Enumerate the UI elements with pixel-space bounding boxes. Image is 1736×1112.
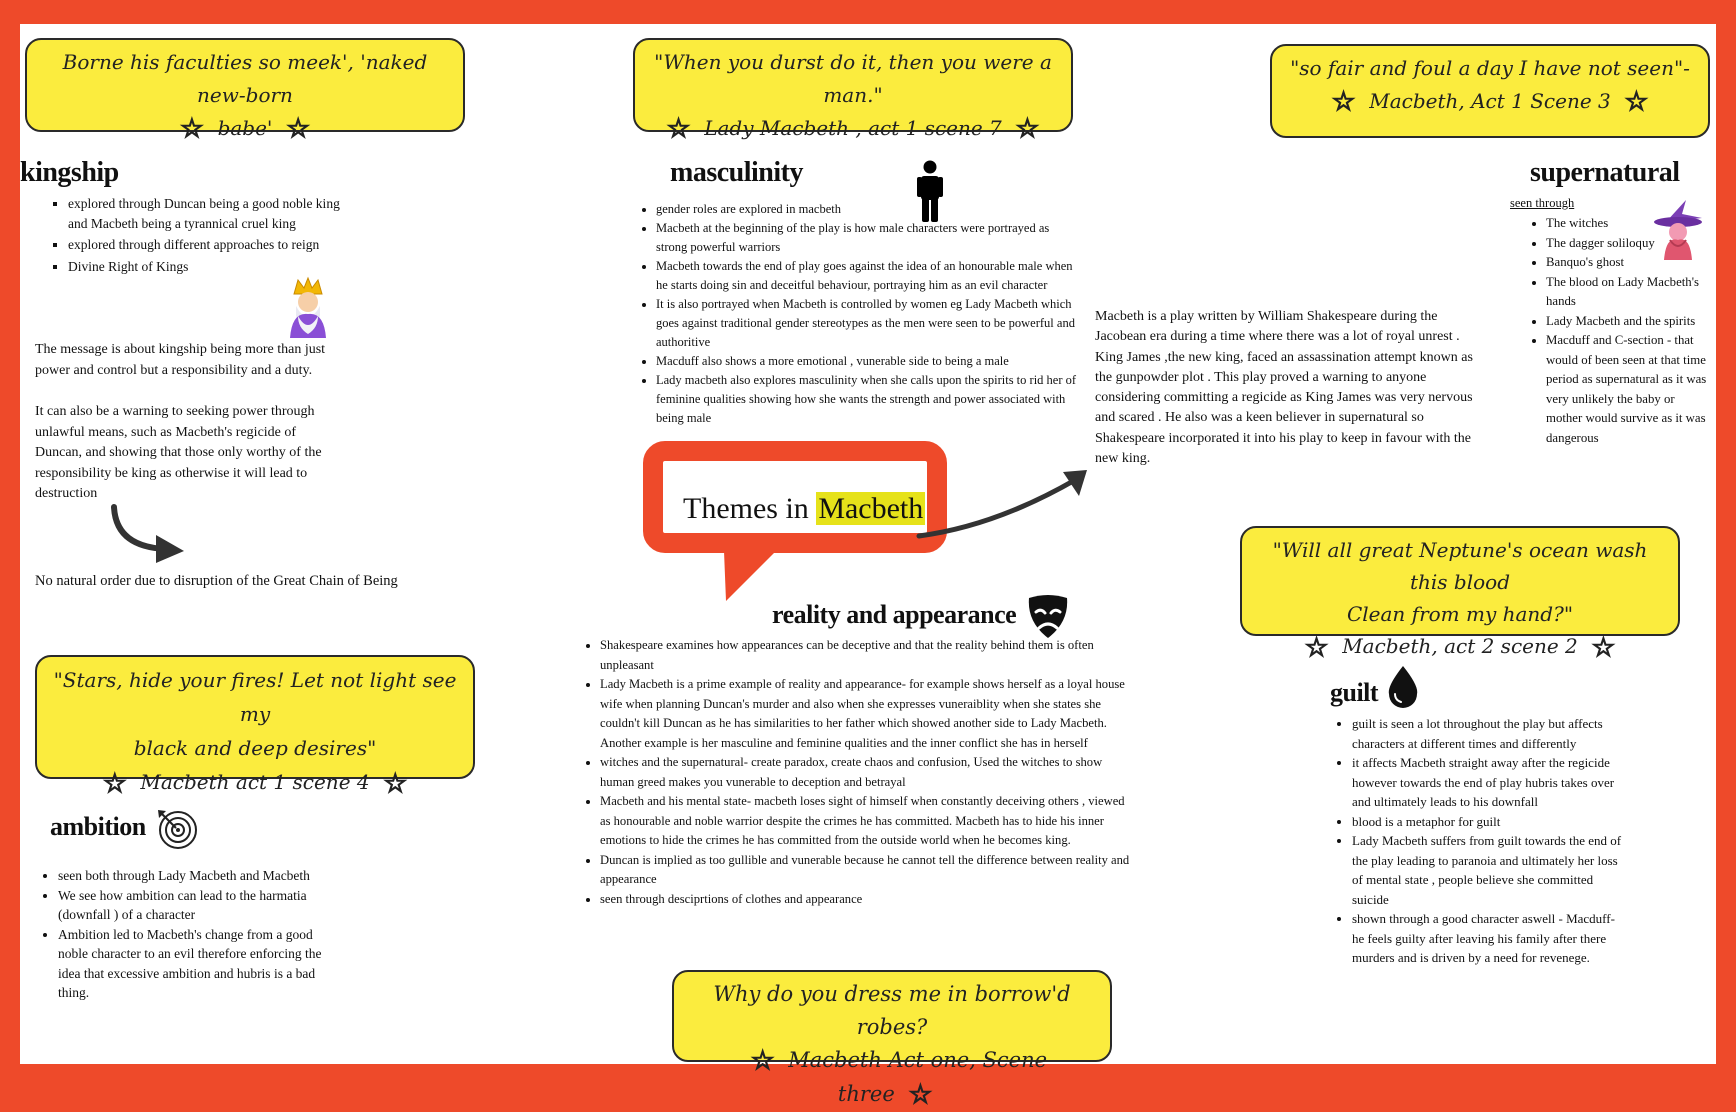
star-icon: ☆	[180, 114, 204, 144]
quote-box-reality	[672, 970, 1112, 1110]
quote-box-supernatural	[1270, 44, 1710, 138]
list-item: • Macbeth towards the end of play goes against the idea of an honourable male when he starts doing sin and deceitful behaviour, portraying him as an evil character	[656, 257, 1078, 295]
page-title	[683, 492, 925, 526]
masculinity-list	[638, 200, 1078, 428]
quote-box-guilt	[1240, 526, 1680, 663]
supernatural-list	[1528, 214, 1713, 448]
kingship-list	[50, 194, 340, 276]
quote-line: Macbeth act 1 scene 4	[140, 770, 370, 794]
list-item: • Lady Macbeth is a prime example of reality and appearance- for example shows herself as a loyal house wife when planning Duncan's murder and also when she expresses vuneraiblity when she states she couldn't kill Duncan as he has similarities to her father which showed another side to Lady Macbeth. Another example is her masculine and feminine qualities and the inner conflict she has in herself	[600, 675, 1134, 753]
list-item: • gender roles are explored in macbeth	[656, 200, 1078, 219]
masculinity-heading: masculinity	[670, 157, 803, 188]
list-item: • Lady Macbeth suffers from guilt towards the end of the play leading to paranoia and ultimately her loss of mental state , people believe she committed suicide	[1352, 831, 1630, 909]
list-item: • It is also portrayed when Macbeth is controlled by women eg Lady Macbeth which goes against traditional gender stereotypes as the men were seen to be powerful and authoritive	[656, 295, 1078, 352]
supernatural-subheading: seen through	[1510, 196, 1575, 210]
ambition-bullets	[40, 866, 340, 1003]
quote-line: Macbeth, Act 1 Scene 3	[1369, 89, 1611, 113]
list-item: • Banquo's ghost	[1546, 253, 1713, 273]
quote-line: Macbeth Act one, Scene three	[788, 1048, 1048, 1106]
kingship-bullets	[50, 194, 340, 276]
list-item: • Lady Macbeth and the spirits	[1546, 312, 1713, 332]
list-item: • Lady macbeth also explores masculinity when she calls upon the spirits to rid her of feminine qualities showing how she wants the strength and power associated with being male	[656, 371, 1078, 428]
star-icon: ☆	[750, 1046, 775, 1076]
list-item: ▪ explored through Duncan being a good noble king and Macbeth being a tyrannical cruel king	[68, 194, 340, 233]
quote-line: babe'	[217, 116, 273, 140]
masculinity-bullets	[638, 200, 1078, 428]
kingship-conclusion: No natural order due to disruption of the Great Chain of Being	[35, 573, 398, 589]
list-item: • Macduff and C-section - that would of been seen at that time period as supernatural as it was very unlikely the baby or mother would survive as it was dangerous	[1546, 331, 1713, 448]
list-item: • The dagger soliloquy	[1546, 234, 1713, 254]
guilt-heading: guilt	[1330, 678, 1379, 707]
list-item: ▪ explored through different approaches to reign	[68, 235, 340, 255]
quote-line: Clean from my hand?"	[1346, 602, 1574, 626]
list-item: • seen through desciprtions of clothes and appearance	[600, 890, 1134, 910]
list-item: • witches and the supernatural- create paradox, create chaos and confusion, Used the witches to show human greed makes you vunerable to deception and betrayal	[600, 753, 1134, 792]
star-icon: ☆	[286, 114, 310, 144]
list-item: • guilt is seen a lot throughout the play but affects characters at different times and differently	[1352, 714, 1630, 753]
star-icon: ☆	[1591, 632, 1616, 663]
list-item: • blood is a metaphor for guilt	[1352, 812, 1630, 832]
list-item: • The witches	[1546, 214, 1713, 234]
context-paragraph: Macbeth is a play written by William Shakespeare during the Jacobean era during a time where there was a lot of royal unrest . King James ,the new king, faced an assassination attempt known as the gunpowder plot . This play proved a warning to anyone considering committing a regicide as King James was very nervous and scared . He also was a keen believer in supernatural so Shakespeare incorporated it into his play to keep in favour with the new king.	[1095, 309, 1473, 467]
title-highlight: Macbeth	[818, 492, 924, 525]
kingship-para-1: The message is about kingship being more than just power and control but a responsibility and a duty.	[35, 342, 326, 378]
reality-list	[582, 636, 1134, 909]
ambition-list	[40, 866, 340, 1003]
quote-line: Why do you dress me in borrow'd robes?	[713, 982, 1071, 1039]
quote-line: Lady Macbeth , act 1 scene 7	[704, 116, 1002, 140]
star-icon: ☆	[1304, 632, 1329, 663]
arrow-icon	[108, 503, 188, 565]
list-item: • Shakespeare examines how appearances can be deceptive and that the reality behind them is often unpleasant	[600, 636, 1134, 675]
star-icon: ☆	[666, 114, 691, 144]
ambition-heading: ambition	[50, 812, 146, 841]
list-item: • seen both through Lady Macbeth and Macbeth	[58, 866, 340, 886]
quote-line: Macbeth, act 2 scene 2	[1342, 634, 1578, 658]
quote-line: "Will all great Neptune's ocean wash this blood	[1272, 538, 1648, 594]
star-icon: ☆	[908, 1080, 933, 1110]
supernatural-bullets	[1528, 214, 1713, 448]
list-item: ▪ Divine Right of Kings	[68, 257, 340, 277]
quote-line: Borne his faculties so meek', 'naked new-born	[62, 50, 428, 107]
guilt-bullets	[1334, 714, 1630, 968]
list-item: • Ambition led to Macbeth's change from a good noble character to an evil therefore enforcing the idea that excessive ambition and hubris is a bad thing.	[58, 925, 340, 1003]
quote-line: "so fair and foul a day I have not seen"-	[1290, 56, 1690, 80]
star-icon: ☆	[103, 768, 127, 799]
star-icon: ☆	[1331, 87, 1356, 117]
list-item: • We see how ambition can lead to the harmatia (downfall ) of a character	[58, 886, 340, 925]
reality-bullets	[582, 636, 1134, 909]
quote-line: "Stars, hide your fires! Let not light see my	[53, 668, 457, 726]
kingship-heading: kingship	[20, 157, 119, 188]
list-item: • Duncan is implied as too gullible and vunerable because he cannot tell the difference between reality and appearance	[600, 851, 1134, 890]
speech-bubble-tail	[720, 551, 780, 603]
drop-icon	[1385, 664, 1421, 710]
reality-heading: reality and appearance	[772, 600, 1017, 629]
star-icon: ☆	[1015, 114, 1040, 144]
list-item: • it affects Macbeth straight away after the regicide however towards the end of play hubris takes over and ultimately leads to his downfall	[1352, 753, 1630, 812]
quote-line: black and deep desires"	[133, 736, 377, 760]
star-icon: ☆	[1624, 87, 1649, 117]
quote-line: "When you durst do it, then you were a man."	[654, 50, 1052, 107]
theatre-mask-icon	[1025, 592, 1071, 642]
quote-box-ambition	[35, 655, 475, 799]
kingship-para-2: It can also be a warning to seeking power through unlawful means, such as Macbeth's regicide of Duncan, and showing that those only worthy of the responsibility be king as otherwise it will lead to destruction	[35, 404, 322, 501]
guilt-list	[1334, 714, 1630, 968]
list-item: • Macbeth and his mental state- macbeth loses sight of himself when constantly deceiving others , viewed as honourable and noble warrior despite the crimes he has committed. Macbeth has to hide his inner emotions to hide the crimes he has committed from the outside world when he becomes king.	[600, 792, 1134, 851]
star-icon: ☆	[383, 768, 407, 799]
list-item: • Macduff also shows a more emotional , vunerable side to being a male	[656, 352, 1078, 371]
king-icon	[284, 276, 332, 340]
title-prefix: Themes in	[683, 492, 817, 525]
arrow-icon	[915, 468, 1095, 540]
quote-box-kingship	[25, 38, 465, 144]
target-icon	[156, 808, 198, 850]
quote-box-masculinity	[633, 38, 1073, 144]
list-item: • The blood on Lady Macbeth's hands	[1546, 273, 1713, 312]
list-item: • Macbeth at the beginning of the play is how male characters were portrayed as strong powerful warriors	[656, 219, 1078, 257]
supernatural-heading: supernatural	[1530, 157, 1680, 188]
list-item: • shown through a good character aswell - Macduff- he feels guilty after leaving his family after there murders and is driven by a need for revenege.	[1352, 909, 1630, 968]
